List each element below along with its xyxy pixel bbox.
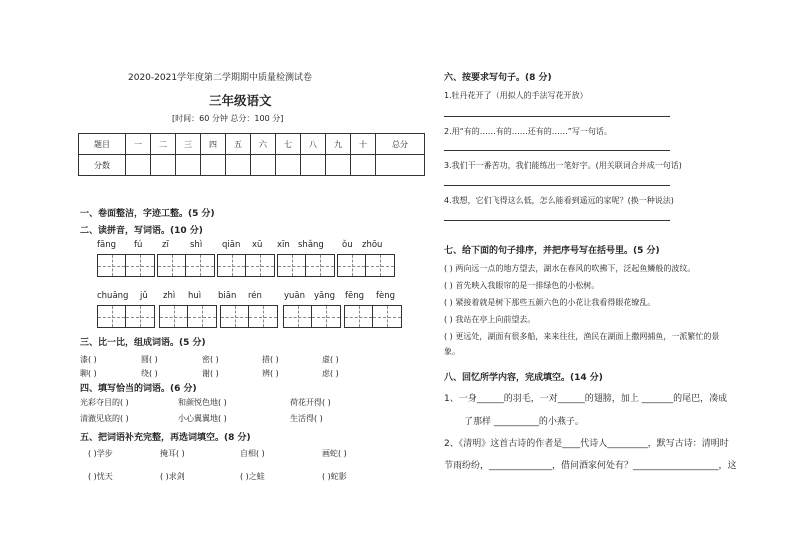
fill-blank-2a: 2、《清明》这首古诗的作者是____代诗人_________，默写古诗：清明时	[444, 439, 729, 449]
score-table-cell: 七	[276, 134, 301, 155]
score-table-cell: 六	[251, 134, 276, 155]
exam-title: 2020-2021学年度第二学期期中质量检测试卷	[128, 73, 313, 83]
compare-item: 圆( )	[141, 355, 158, 364]
fill-item: 清澈见底的( )	[80, 414, 129, 423]
compare-item: 措( )	[262, 355, 279, 364]
score-table-cell: 总分	[376, 134, 425, 155]
score-input-cell[interactable]	[176, 155, 201, 176]
pinyin-label: zī	[162, 240, 169, 250]
compare-item: 绕( )	[141, 369, 158, 378]
question-6-heading: 六、按要求写句子。(8 分)	[444, 73, 552, 83]
pinyin-label: ǒu	[342, 240, 353, 250]
sentence-task-1: 1.牡丹花开了（用拟人的手法写花开放）	[444, 91, 588, 100]
idiom-item: ( )忧天	[88, 472, 113, 481]
idiom-item: ( )求剑	[160, 472, 185, 481]
pinyin-label: zhì	[163, 291, 176, 301]
score-input-cell[interactable]	[251, 155, 276, 176]
score-input-cell[interactable]	[351, 155, 376, 176]
idiom-item: ( )之蛙	[240, 472, 265, 481]
pinyin-label: biān	[218, 291, 237, 301]
pinyin-label: jǔ	[140, 291, 148, 301]
compare-item: 密( )	[202, 355, 219, 364]
score-input-cell[interactable]	[326, 155, 351, 176]
pinyin-label: yāng	[314, 291, 336, 301]
writing-grid[interactable]	[344, 305, 402, 328]
score-table-cell: 九	[326, 134, 351, 155]
pinyin-label: yuān	[284, 291, 306, 301]
idiom-item: 画蛇( )	[322, 449, 347, 458]
question-8-heading: 八、回忆所学内容，完成填空。(14 分)	[444, 373, 603, 383]
pinyin-label: xū	[252, 240, 263, 250]
answer-line[interactable]	[444, 150, 670, 151]
pinyin-label: shì	[190, 240, 203, 250]
question-7-heading: 七、给下面的句子排序，并把序号写在括号里。(5 分)	[444, 246, 660, 256]
fill-blank-1a: 1、一身______的羽毛，一对______的翅膀，加上 _______的尾巴，凑成	[444, 394, 728, 404]
writing-grid[interactable]	[97, 305, 155, 328]
compare-item: 谢( )	[202, 369, 219, 378]
pinyin-label: zhōu	[362, 240, 383, 250]
score-input-cell[interactable]	[126, 155, 151, 176]
score-row-label: 分数	[79, 155, 126, 176]
score-table-cell: 十	[351, 134, 376, 155]
answer-line[interactable]	[444, 116, 670, 117]
score-table-cell: 八	[301, 134, 326, 155]
sentence-task-3: 3.我们干一番苦功，我们能练出一笔好字。(用关联词合并成一句话)	[444, 161, 682, 170]
compare-item: 虚( )	[322, 355, 339, 364]
score-table-cell: 题目	[79, 134, 126, 155]
order-sentence: ( ) 我站在亭上向前望去。	[444, 315, 536, 324]
score-table-score-row	[79, 155, 425, 176]
pinyin-label: rén	[248, 291, 262, 301]
compare-item: 虑( )	[322, 369, 339, 378]
fill-item: 光彩夺目的( )	[80, 398, 129, 407]
pinyin-label: xīn	[277, 240, 290, 250]
writing-grid[interactable]	[220, 305, 278, 328]
pinyin-label: fāng	[97, 240, 116, 250]
score-table-cell: 一	[126, 134, 151, 155]
score-table	[78, 133, 425, 176]
score-table-header-row	[79, 134, 425, 155]
writing-grid[interactable]	[277, 254, 335, 277]
writing-grid[interactable]	[157, 254, 215, 277]
idiom-item: ( )学步	[88, 449, 113, 458]
question-3-heading: 三、比一比，组成词语。(5 分)	[80, 338, 206, 348]
fill-item: 荷花开得( )	[290, 398, 331, 407]
question-1-heading: 一、卷面整洁，字迹工整。(5 分)	[80, 209, 215, 219]
idiom-item: 自相( )	[240, 449, 265, 458]
order-sentence-tail: 象。	[444, 347, 460, 356]
pinyin-label: chuāng	[97, 291, 129, 301]
question-5-heading: 五、把词语补充完整，再选词填空。(8 分)	[80, 433, 251, 443]
score-input-cell[interactable]	[201, 155, 226, 176]
pinyin-label: shǎng	[298, 240, 324, 250]
writing-grid[interactable]	[283, 305, 341, 328]
score-input-cell[interactable]	[376, 155, 425, 176]
score-input-cell[interactable]	[301, 155, 326, 176]
writing-grid[interactable]	[337, 254, 395, 277]
compare-item: 辨( )	[262, 369, 279, 378]
order-sentence: ( ) 紧接着就是树下那些五颜六色的小花让我看得眼花缭乱。	[444, 298, 656, 307]
fill-item: 小心翼翼地( )	[178, 414, 227, 423]
score-table-cell: 三	[176, 134, 201, 155]
fill-blank-2b: 节雨纷纷，______________，借问酒家何处有？___________________，这	[444, 461, 737, 471]
fill-item: 和颜悦色地( )	[178, 398, 227, 407]
order-sentence: ( ) 首先映入我眼帘的是一排绿色的小松树。	[444, 281, 600, 290]
score-table-cell: 二	[151, 134, 176, 155]
sentence-task-2: 2.用“有的……有的……还有的……”写一句话。	[444, 127, 612, 136]
sentence-task-4: 4.我想，它们飞得这么低，怎么能看到遥远的家呢？(换一种说法)	[444, 196, 674, 205]
pinyin-label: huì	[188, 291, 202, 301]
pinyin-label: fēng	[345, 291, 365, 301]
order-sentence: ( ) 两向远一点的地方望去，湖水在春风的吹拂下，泛起鱼鳞般的波纹。	[444, 264, 696, 273]
score-input-cell[interactable]	[226, 155, 251, 176]
answer-line[interactable]	[444, 220, 670, 221]
score-table-cell: 四	[201, 134, 226, 155]
subject-title: 三年级语文	[209, 93, 272, 108]
writing-grid[interactable]	[159, 305, 217, 328]
pinyin-label: fú	[134, 240, 143, 250]
order-sentence: ( ) 更远处，湖面有很多船，来来往往，渔民在湖面上撒网捕鱼，一派繁忙的景	[444, 332, 720, 341]
pinyin-label: qiān	[222, 240, 241, 250]
idiom-item: 掩耳( )	[160, 449, 185, 458]
score-input-cell[interactable]	[151, 155, 176, 176]
compare-item: 漆( )	[80, 355, 97, 364]
idiom-item: ( )蛇影	[322, 472, 347, 481]
question-2-heading: 二、读拼音，写词语。(10 分)	[80, 226, 203, 236]
writing-grid[interactable]	[97, 254, 155, 277]
fill-blank-1b: 了那样 __________的小燕子。	[464, 417, 584, 427]
score-input-cell[interactable]	[276, 155, 301, 176]
pinyin-label: fèng	[376, 291, 396, 301]
writing-grid[interactable]	[217, 254, 275, 277]
time-and-score: [时间：60 分钟 总分：100 分]	[172, 114, 284, 123]
score-table-cell: 五	[226, 134, 251, 155]
fill-item: 生活得( )	[290, 414, 323, 423]
compare-item: 聊( )	[80, 369, 97, 378]
question-4-heading: 四、填写恰当的词语。(6 分)	[80, 384, 197, 394]
answer-line[interactable]	[444, 185, 670, 186]
